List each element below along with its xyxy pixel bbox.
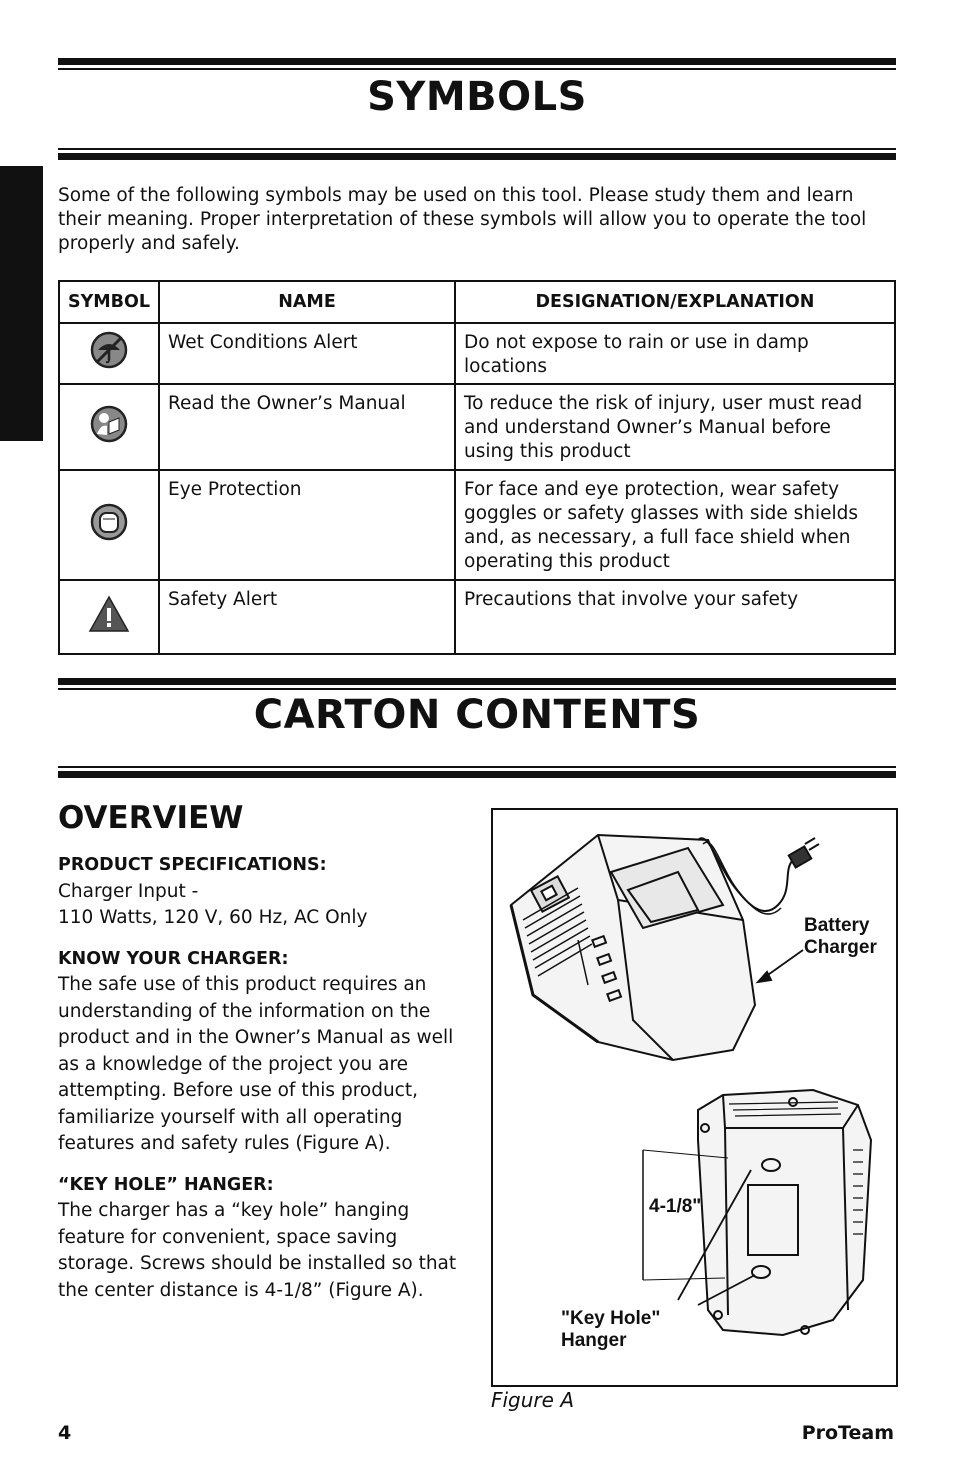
battery-charger-illustration [493,810,896,1385]
header-symbol: SYMBOL [59,281,159,323]
know-paragraph [58,946,458,1158]
table-row [59,384,895,470]
brand-name: ProTeam [801,1422,894,1444]
symbol-cell [59,323,159,384]
table-row [59,470,895,580]
distance-label: 4-1/8" [649,1196,702,1217]
symbol-cell [59,580,159,654]
header-name: NAME [159,281,455,323]
table-header-row [59,281,895,323]
eye-protection-icon [89,502,129,542]
battery-charger-label: Battery Charger [804,915,877,958]
specs-heading: PRODUCT SPECIFICATIONS: [58,855,327,875]
title-rule-bottom [58,766,896,778]
symbols-intro: Some of the following symbols may be used on this tool. Please study them and learn their meaning. Proper interpretation of these symbols will allow you to operate the tool properly and safely. [58,185,867,254]
wet-conditions-icon [89,330,129,370]
figure-caption: Figure A [491,1388,574,1412]
hanger-text: The charger has a “key hole” hanging feature for convenient, space saving storage. Screws should be installed so that the center distance is 4-1/8” (Figure A). [58,1200,457,1301]
symbol-explanation: Precautions that involve your safety [455,580,895,654]
carton-title: CARTON CONTENTS [253,692,701,738]
hanger-paragraph [58,1172,458,1305]
symbol-explanation: To reduce the risk of injury, user must read and understand Owner’s Manual before using this product [455,384,895,470]
know-heading: KNOW YOUR CHARGER: [58,948,289,969]
specs-paragraph [58,852,458,932]
page-number: 4 [58,1422,72,1444]
title-rule-bottom [58,148,896,160]
table-row [59,323,895,384]
symbol-name: Eye Protection [159,470,455,580]
header-explanation: DESIGNATION/EXPLANATION [455,281,895,323]
symbol-name: Wet Conditions Alert [159,323,455,384]
symbol-explanation: For face and eye protection, wear safety goggles or safety glasses with side shields and, as necessary, a full face shield when operating this product [455,470,895,580]
know-text: The safe use of this product requires an understanding of the information on the product and in the Owner’s Manual as well as a knowledge of the project you are attempting. Before use of this product, familiarize yourself with all operating features and safety rules (Figure A). [58,974,454,1154]
specs-line: 110 Watts, 120 V, 60 Hz, AC Only [58,907,368,928]
overview-heading: OVERVIEW [58,800,244,836]
title-rule-top [58,678,896,690]
symbol-cell [59,384,159,470]
title-rule-top [58,58,896,70]
figure-a-box [491,808,898,1387]
symbols-table [58,280,896,655]
safety-alert-icon [88,594,130,634]
hanger-heading: “KEY HOLE” HANGER: [58,1174,274,1195]
symbol-cell [59,470,159,580]
symbol-name: Read the Owner’s Manual [159,384,455,470]
symbols-title: SYMBOLS [367,74,587,120]
overview-text-column [58,852,458,1318]
symbol-explanation: Do not expose to rain or use in damp locations [455,323,895,384]
specs-line: Charger Input - [58,880,199,902]
symbol-name: Safety Alert [159,580,455,654]
section-side-tab [0,166,43,441]
key-hole-hanger-label: "Key Hole" Hanger [561,1308,661,1351]
table-row [59,580,895,654]
read-manual-icon [89,404,129,444]
